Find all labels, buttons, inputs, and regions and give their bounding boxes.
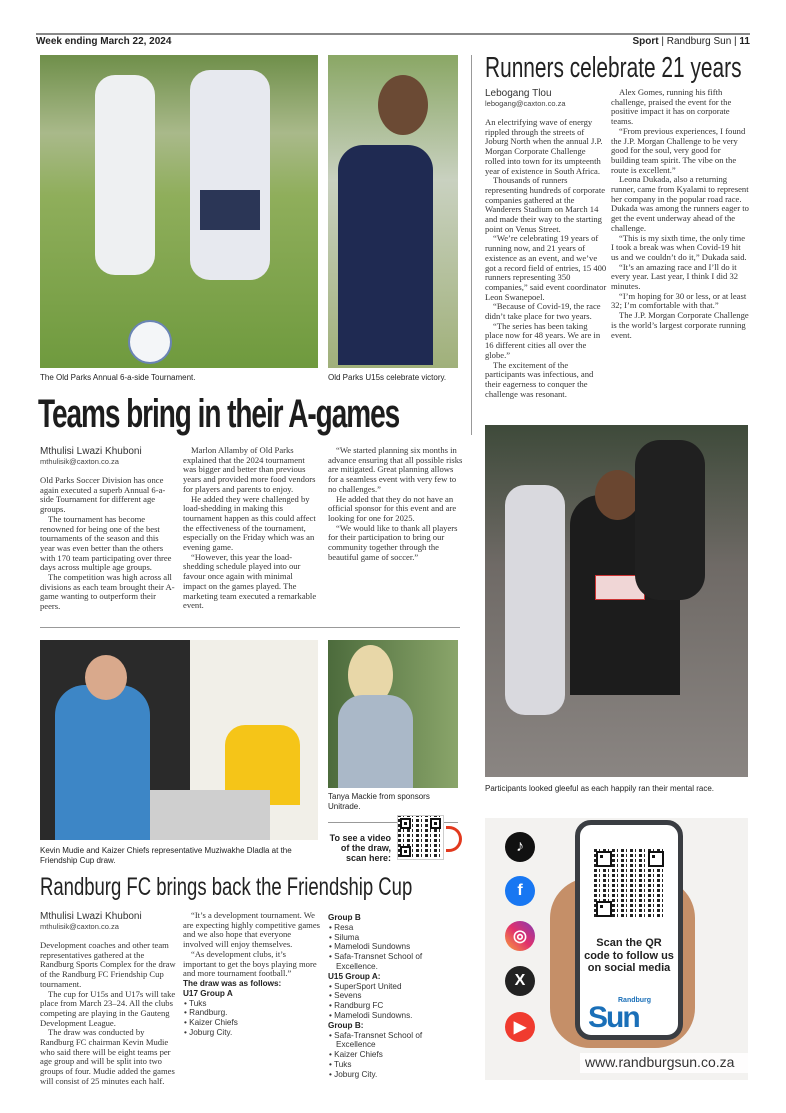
paragraph: “It’s an amazing race and I’ll do it every year. Last year, I think I did 32 minutes.	[611, 261, 739, 292]
group-title: U15 Group A:	[328, 971, 381, 981]
runners-col-1	[485, 88, 607, 399]
teams-col-2	[183, 446, 318, 611]
caption-runners: Participants looked gleeful as each happily ran their mental race.	[485, 784, 715, 793]
paragraph: “As development clubs, it’s important to get the boys playing more and more tournament football.”	[183, 948, 317, 979]
group-title: Group B	[328, 913, 361, 922]
team-item: • Kaizer Chiefs	[328, 1050, 463, 1060]
paragraph: “It’s a development tournament. We are expecting highly competitive games and we also hope that everyone involved will enjoy themselves.	[183, 910, 320, 950]
team-item: • Siluma	[328, 933, 463, 943]
cup-col-2	[183, 911, 321, 1038]
photo-soccer-tournament	[40, 55, 318, 368]
paragraph: “Because of Covid-19, the race didn’t take place for two years.	[485, 301, 601, 322]
paragraph: The competition was high across all divisions as each team brought their A-game wanting to outperform their peers.	[40, 572, 175, 612]
byline: Mthulisi Lwazi Khuboni	[40, 446, 142, 457]
draw-title: The draw was as follows:	[183, 978, 282, 988]
instagram-icon[interactable]: ◎	[505, 921, 535, 951]
team-item: • Randburg FC	[328, 1001, 463, 1011]
team-item: • Kaizer Chiefs	[183, 1018, 321, 1028]
teams-col-1	[40, 446, 175, 612]
paragraph: Development coaches and other team representatives gathered at the Randburg Sports Complex for the draw of the Randburg FC Friendship Cup tournament.	[40, 940, 176, 989]
paragraph: “We would like to thank all players for their participation to bring our community together through the beautiful game of soccer.”	[328, 522, 458, 562]
paragraph: He added they were challenged by load-shedding in making this tournament happen as this could affect the effectiveness of the tournament, especially on the Friday which was an evening game.	[183, 493, 316, 553]
paragraph: “We’re celebrating 19 years of running now, and 21 years of existence as an event, and we’ve got a record field of entries, 15 400 runners representing 350 companies,” said event coordinator Leon Swanepoel.	[485, 233, 607, 302]
issue-date: Week ending March 22, 2024	[36, 36, 172, 47]
facebook-icon[interactable]: f	[505, 876, 535, 906]
caption-u15: Old Parks U15s celebrate victory.	[328, 373, 447, 382]
draw-list-u17a	[183, 979, 321, 1038]
x-icon[interactable]: X	[505, 966, 535, 996]
team-item: • Randburg.	[183, 1008, 321, 1018]
paragraph: “This is my sixth time, the only time I took a break was when Covid-19 hit us and we couldn’t do it,” Dukada said.	[611, 232, 747, 262]
website-link[interactable]: www.randburgsun.co.za	[585, 1054, 735, 1070]
divider	[40, 627, 460, 628]
team-item: • Joburg City.	[328, 1070, 463, 1080]
paragraph: “However, this year the load-shedding schedule played into our favour once again with minimal impact on the games played. The marketing team executed a remarkable event.	[183, 551, 317, 611]
byline-email: mthulisik@caxton.co.za	[40, 457, 119, 466]
photo-tanya-mackie	[328, 640, 458, 788]
team-item: • Tuks	[183, 999, 321, 1009]
team-item: • Mamelodi Sundowns.	[328, 1011, 463, 1021]
cup-col-1	[40, 911, 178, 1087]
team-item: • Sevens	[328, 991, 463, 1001]
paragraph: The draw was conducted by Randburg FC chairman Kevin Mudie who said there will be eight teams per age group and will be split into two groups of four. Mudie added the games will consist of 25 minutes each half.	[40, 1027, 175, 1086]
social-media-ad[interactable]	[485, 818, 748, 1080]
byline: Mthulisi Lwazi Khuboni	[40, 911, 142, 922]
caption-kevin-mudie: Kevin Mudie and Kaizer Chiefs representative Muziwakhe Dladla at the Friendship Cup draw.	[40, 846, 292, 865]
photo-runners	[485, 425, 748, 777]
social-qr-code[interactable]	[594, 849, 666, 919]
logo-randburg: Randburg	[618, 997, 652, 1004]
paragraph: “I’m hoping for 30 or less, or at least 32; I’m comfortable with that.”	[611, 290, 747, 311]
paragraph: “From previous experiences, I found the J.P. Morgan Challenge to be very good for the soul, very good for building team spirit. The vibe on the route is excellent.”	[611, 125, 746, 175]
team-item: • Tuks	[328, 1060, 463, 1070]
paragraph: “We started planning six months in advance ensuring that all possible risks are mitigated. Great planning allows for a seamless event with very few to no challenges.”	[328, 445, 463, 494]
team-item: • Resa	[328, 923, 463, 933]
youtube-icon[interactable]: ▶	[505, 1012, 535, 1042]
paragraph: He added that they do not have an official sponsor for this event and are looking for one for 2025.	[328, 493, 457, 523]
headline-teams: Teams bring in their A-games	[38, 392, 400, 436]
logo-sun: Sun	[588, 1001, 639, 1034]
headline-runners: Runners celebrate 21 years	[485, 52, 742, 84]
team-item: • Mamelodi Sundowns	[328, 942, 463, 952]
paragraph: Old Parks Soccer Division has once again executed a superb Annual 6-a-side Tournament for different age groups.	[40, 475, 166, 515]
runners-col-2	[611, 88, 749, 340]
paragraph: Thousands of runners representing hundreds of corporate companies gathered at the Wanderers Stadium on March 14 and made their way to the starting point on Venus Street.	[485, 175, 606, 234]
paragraph: “The series has been taking place now for 48 years. We are in 16 different cities all over the globe.”	[485, 320, 601, 360]
column-divider	[471, 55, 472, 435]
byline-email: lebogang@caxton.co.za	[485, 99, 566, 108]
paragraph: An electrifying wave of energy rippled through the streets of Joburg North when the annual J.P. Morgan Corporate Challenge rolled into town for its umpteenth year of existence in South Africa.	[485, 117, 603, 176]
byline: Lebogang Tlou	[485, 88, 552, 99]
byline-email: mthulisik@caxton.co.za	[40, 922, 119, 931]
paragraph: The J.P. Morgan Corporate Challenge is the world’s largest corporate running event.	[611, 310, 749, 340]
page-info: Sport | Randburg Sun | 11	[632, 36, 750, 47]
cup-col-3	[328, 913, 463, 1080]
teams-col-3	[328, 446, 463, 562]
headline-friendship-cup: Randburg FC brings back the Friendship Cup	[40, 873, 413, 901]
arrow-icon	[446, 826, 462, 852]
paragraph: The cup for U15s and U17s will take place from March 23–24. All the clubs competing are playing in the Gauteng Development League.	[40, 988, 176, 1028]
paragraph: The tournament has become renowned for being one of the best tournaments of the season and this year was even better than the others with 170 team participating over three days across multiple age groups.	[40, 513, 172, 573]
paragraph: Marlon Allamby of Old Parks explained that the 2024 tournament was bigger and better than previous years and provided more food vendors for players and parents to enjoy.	[183, 445, 316, 494]
team-item: • Joburg City.	[183, 1028, 321, 1038]
phone	[575, 820, 683, 1040]
paragraph: Alex Gomes, running his fifth challenge, praised the event for the positive impact it has on corporate teams.	[611, 87, 732, 127]
paragraph: Leona Dukada, also a returning runner, came from Kyalami to represent her company in the popular road race. Dukada was among the runners eager to get the event underway ahead of the challenge.	[611, 174, 749, 233]
group-title: U17 Group A	[183, 988, 233, 998]
photo-u15-celebration	[328, 55, 458, 368]
tiktok-icon[interactable]: ♪	[505, 832, 535, 862]
page-header	[36, 33, 750, 47]
photo-friendship-cup-draw	[40, 640, 318, 840]
caption-tanya: Tanya Mackie from sponsors Unitrade.	[328, 792, 430, 811]
group-title: Group B:	[328, 1020, 364, 1030]
paragraph: The excitement of the participants was infectious, and their eagerness to conquer the challenge was resonant.	[485, 359, 594, 399]
team-item: • Safa-Transnet School of Excellence.	[328, 952, 463, 972]
video-prompt: To see a video of the draw, scan here:	[329, 833, 391, 863]
video-qr-code[interactable]	[397, 815, 444, 860]
caption-tournament: The Old Parks Annual 6-a-side Tournament.	[40, 373, 196, 382]
team-item: • Safa-Transnet School of Excellence	[328, 1031, 463, 1051]
team-item: • SuperSport United	[328, 982, 463, 992]
ad-text: Scan the QR code to follow us on social media	[584, 937, 674, 974]
